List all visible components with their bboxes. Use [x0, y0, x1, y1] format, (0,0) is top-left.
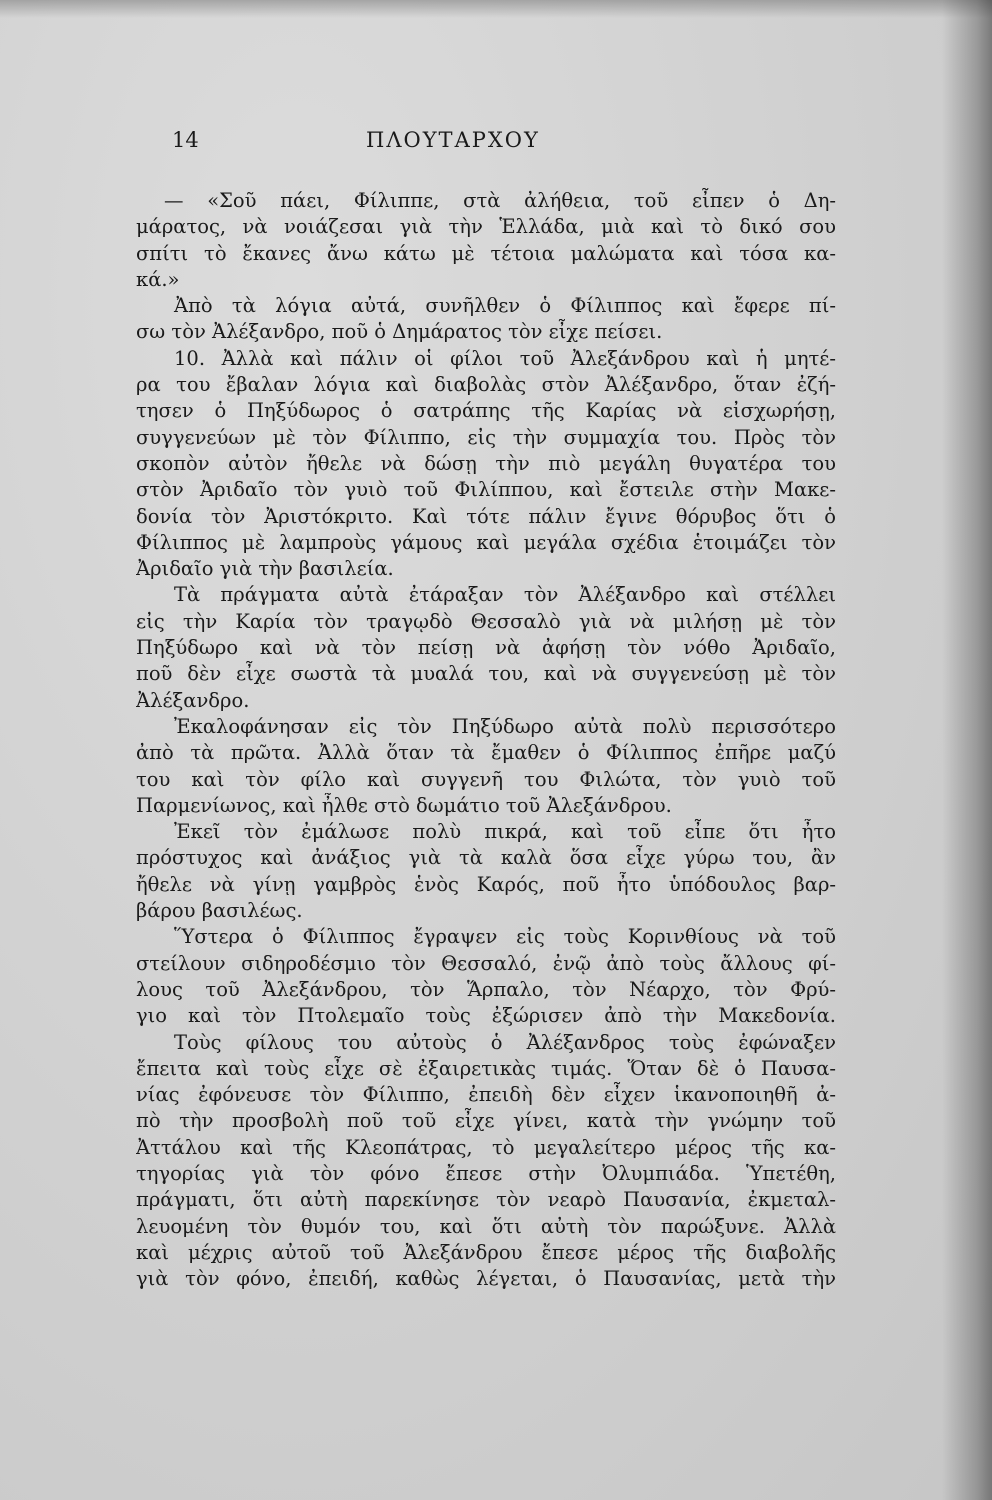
text-line: γιὰ τὸν φόνο, ἐπειδή, καθὼς λέγεται, ὁ Παυσανίας, μετὰ τὴν — [136, 1267, 836, 1291]
text-line: Ἀττάλου καὶ τῆς Κλεοπάτρας, τὸ μεγαλείτερο μέρος τῆς κα- — [136, 1135, 836, 1159]
body-text — [136, 188, 836, 1292]
text-line: σκοπὸν αὐτὸν ἤθελε νὰ δώσῃ τὴν πιὸ μεγάλη θυγατέρα του — [136, 451, 836, 475]
text-line: λους τοῦ Ἀλεξάνδρου, τὸν Ἅρπαλο, τὸν Νέαρχο, τὸν Φρύ- — [136, 977, 836, 1001]
text-line: Ὕστερα ὁ Φίλιππος ἔγραψεν εἰς τοὺς Κορινθίους νὰ τοῦ — [174, 925, 836, 949]
text-line: ἔπειτα καὶ τοὺς εἶχε σὲ ἐξαιρετικὰς τιμάς. Ὅταν δὲ ὁ Παυσα- — [136, 1056, 836, 1080]
text-line: τηγορίας γιὰ τὸν φόνο ἔπεσε στὴν Ὀλυμπιάδα. Ὑπετέθη, — [136, 1161, 836, 1185]
text-line: ρα του ἔβαλαν λόγια καὶ διαβολὰς στὸν Ἀλέξανδρο, ὅταν ἐζή- — [136, 373, 836, 397]
page-top-shadow — [0, 0, 992, 18]
text-line: πρόστυχος καὶ ἀνάξιος γιὰ τὰ καλὰ ὅσα εἶχε γύρω του, ἂν — [136, 846, 836, 870]
text-line: Τοὺς φίλους του αὐτοὺς ὁ Ἀλέξανδρος τοὺς ἐφώναξεν — [174, 1030, 836, 1054]
text-line: δονία τὸν Ἀριστόκριτο. Καὶ τότε πάλιν ἔγινε θόρυβος ὅτι ὁ — [136, 504, 836, 528]
text-line: λευομένη τὸν θυμόν του, καὶ ὅτι αὐτὴ τὸν παρώξυνε. Ἀλλὰ — [136, 1214, 836, 1238]
text-line: 10. Ἀλλὰ καὶ πάλιν οἱ φίλοι τοῦ Ἀλεξάνδρου καὶ ἡ μητέ- — [174, 346, 836, 370]
text-line: συγγενεύων μὲ τὸν Φίλιππο, εἰς τὴν συμμαχία του. Πρὸς τὸν — [136, 425, 836, 449]
text-line: Τὰ πράγματα αὐτὰ ἐτάραξαν τὸν Ἀλέξανδρο καὶ στέλλει — [174, 583, 836, 607]
text-line: πράγματι, ὅτι αὐτὴ παρεκίνησε τὸν νεαρὸ Παυσανία, ἐκμεταλ- — [136, 1188, 836, 1212]
text-line: ποῦ δὲν εἶχε σωστὰ τὰ μυαλά του, καὶ νὰ συγγενεύσῃ μὲ τὸν — [136, 662, 836, 686]
text-line: στὸν Ἀριδαῖο τὸν γυιὸ τοῦ Φιλίππου, καὶ ἔστειλε στὴν Μακε- — [136, 478, 836, 502]
text-line: νίας ἐφόνευσε τὸν Φίλιππο, ἐπειδὴ δὲν εἶχεν ἱκανοποιηθῆ ἀ- — [136, 1083, 836, 1107]
text-line: ἀπὸ τὰ πρῶτα. Ἀλλὰ ὅταν τὰ ἔμαθεν ὁ Φίλιππος ἐπῆρε μαζύ — [136, 741, 836, 765]
page-binding-shadow — [942, 0, 992, 1500]
text-line: — «Σοῦ πάει, Φίλιππε, στὰ ἀλήθεια, τοῦ εἶπεν ὁ Δη- — [164, 189, 836, 212]
text-line: βάρου βασιλέως. — [136, 899, 303, 923]
text-line: ἤθελε νὰ γίνῃ γαμβρὸς ἑνὸς Καρός, ποῦ ἦτο ὑπόδουλος βαρ- — [136, 872, 836, 896]
text-line: του καὶ τὸν φίλο καὶ συγγενῆ του Φιλώτα, τὸν γυιὸ τοῦ — [136, 767, 836, 791]
text-line: Ἐκαλοφάνησαν εἰς τὸν Πηξύδωρο αὐτὰ πολὺ περισσότερο — [174, 714, 836, 738]
text-line: εἰς τὴν Καρία τὸν τραγῳδὸ Θεσσαλὸ γιὰ νὰ μιλήσῃ μὲ τὸν — [136, 609, 836, 633]
text-line: σπίτι τὸ ἔκανες ἄνω κάτω μὲ τέτοια μαλώματα καὶ τόσα κα- — [136, 241, 836, 265]
text-line: σω τὸν Ἀλέξανδρο, ποῦ ὁ Δημάρατος τὸν εἶχε πείσει. — [136, 320, 663, 344]
text-line: Ἐκεῖ τὸν ἐμάλωσε πολὺ πικρά, καὶ τοῦ εἶπε ὅτι ἦτο — [174, 820, 836, 844]
text-line: Ἀλέξανδρο. — [136, 688, 250, 712]
text-line: πὸ τὴν προσβολὴ ποῦ τοῦ εἶχε γίνει, κατὰ τὴν γνώμην τοῦ — [136, 1109, 836, 1133]
page-number: 14 — [172, 128, 199, 152]
text-line: γιο καὶ τὸν Πτολεμαῖο τοὺς ἐξώρισεν ἀπὸ τὴν Μακεδονία. — [136, 1004, 836, 1028]
text-line: τησεν ὁ Πηξύδωρος ὁ σατράπης τῆς Καρίας νὰ εἰσχωρήσῃ, — [136, 399, 836, 423]
text-line: κά.» — [136, 267, 180, 291]
running-title: ΠΛΟΥΤΑΡΧΟΥ — [366, 128, 540, 152]
text-line: μάρατος, νὰ νοιάζεσαι γιὰ τὴν Ἑλλάδα, μιὰ καὶ τὸ δικό σου — [136, 215, 836, 239]
text-line: Παρμενίωνος, καὶ ἦλθε στὸ δωμάτιο τοῦ Ἀλεξάνδρου. — [136, 793, 672, 817]
text-line: Ἀριδαῖο γιὰ τὴν βασιλεία. — [136, 557, 394, 581]
page-header — [172, 128, 592, 162]
text-line: Πηξύδωρο καὶ νὰ τὸν πείσῃ νὰ ἀφήσῃ τὸν νόθο Ἀριδαῖο, — [136, 636, 836, 660]
text-line: καὶ μέχρις αὐτοῦ τοῦ Ἀλεξάνδρου ἔπεσε μέρος τῆς διαβολῆς — [136, 1240, 836, 1264]
text-line: Φίλιππος μὲ λαμπροὺς γάμους καὶ μεγάλα σχέδια ἑτοιμάζει τὸν — [136, 530, 836, 554]
text-line: στείλουν σιδηροδέσμιο τὸν Θεσσαλό, ἐνῷ ἀπὸ τοὺς ἄλλους φί- — [136, 951, 836, 975]
text-line: Ἀπὸ τὰ λόγια αὐτά, συνῆλθεν ὁ Φίλιππος καὶ ἔφερε πί- — [174, 294, 836, 318]
